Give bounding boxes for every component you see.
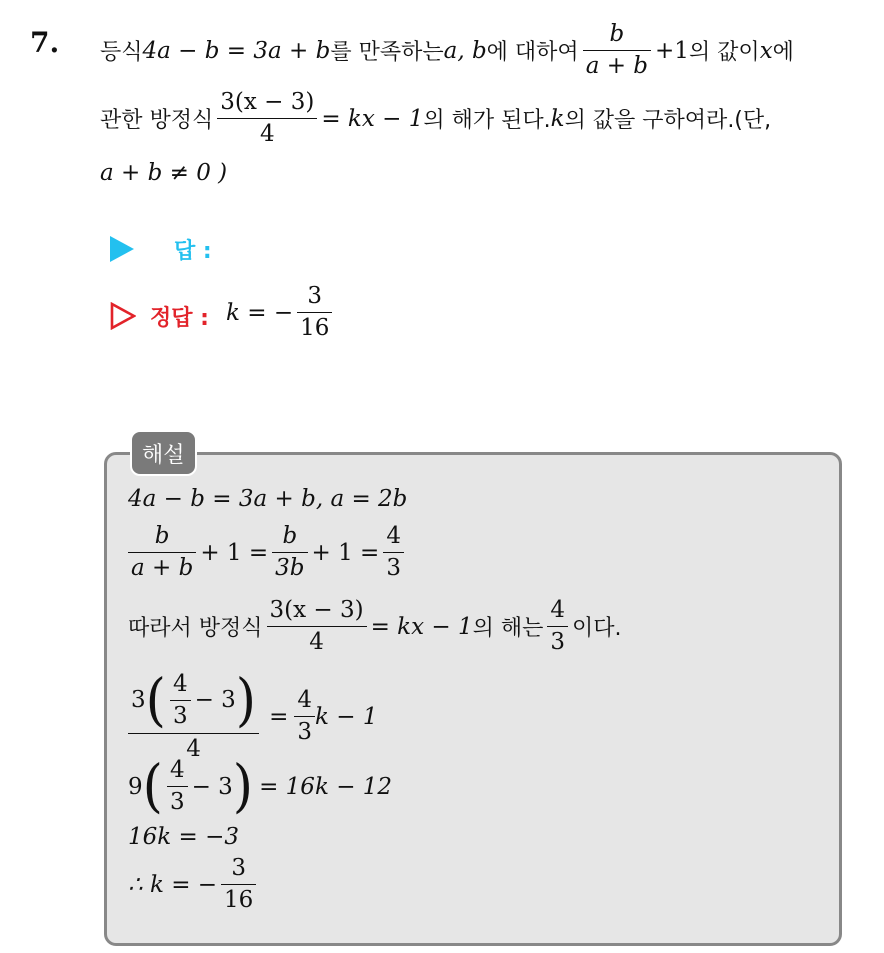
answer-label: 답 : (174, 239, 212, 264)
denominator: 3 (386, 555, 401, 582)
solution-text: 따라서 방정식 (128, 616, 263, 642)
denominator: 3 (297, 719, 313, 746)
numerator: 4 (297, 687, 313, 714)
numerator: 3 (307, 283, 323, 309)
operator: − 3 (191, 773, 233, 800)
denominator: 4 (186, 735, 201, 762)
problem-text: 에 대하여 (486, 40, 579, 66)
problem-text: 에 (772, 40, 794, 66)
problem-text: 의 해가 된다. (423, 108, 551, 134)
fraction (221, 856, 256, 914)
solution-line-4 (128, 667, 378, 762)
denominator: 4 (309, 629, 324, 656)
equation-rhs: = kx − 1 (370, 613, 473, 640)
denominator: 3 (169, 789, 185, 816)
numerator: 3 ( $\frac{4}{3}$ − 3 ) (131, 667, 257, 734)
equation-rhs: = kx − 1 (321, 105, 424, 132)
fraction (547, 598, 568, 656)
coefficient: 3 (131, 687, 146, 714)
fraction (267, 598, 367, 656)
denominator: 4 (259, 121, 275, 148)
term: k − 1 (315, 703, 378, 730)
problem-line-2 (100, 90, 771, 148)
fraction (217, 90, 317, 148)
numerator: 4 (169, 757, 185, 783)
fraction (167, 758, 188, 816)
solution-line-3 (128, 598, 622, 656)
solution-line-2 (128, 524, 408, 582)
denominator: a + b (585, 53, 649, 80)
operator: = (269, 703, 289, 730)
numerator: 4 (172, 671, 188, 697)
fraction (128, 524, 196, 582)
equation: 4a − b = 3a + b (142, 37, 331, 64)
denominator: a + b (131, 555, 194, 582)
fraction (170, 672, 191, 730)
solution-line-7 (128, 856, 260, 914)
solution-line-1: 4a − b = 3a + b, a = 2b (128, 486, 408, 512)
variable-k: k (550, 105, 565, 132)
outline-arrow-icon (110, 302, 136, 330)
solution-text: 의 해는 (472, 616, 544, 642)
operator: + 1 = (200, 539, 269, 566)
denominator: 16 (224, 887, 254, 914)
numerator: 3 (231, 855, 246, 881)
fraction (383, 524, 404, 582)
denominator: 3 (172, 703, 188, 730)
denominator: 16 (300, 315, 330, 342)
fraction (294, 688, 315, 746)
variable-x: x (759, 37, 773, 64)
problem-text: 의 값이 (688, 40, 760, 66)
fraction (583, 22, 651, 80)
plus-term: +1 (655, 37, 689, 64)
coefficient: 9 (128, 773, 143, 800)
solution-line-6: 16k = −3 (128, 824, 240, 850)
problem-line-1 (100, 22, 794, 80)
denominator: 3b (275, 555, 305, 582)
problem-condition: a + b ≠ 0 ) (100, 160, 228, 186)
numerator: 4 (550, 597, 566, 623)
big-fraction (128, 667, 259, 762)
correct-lhs: k = − (226, 299, 294, 326)
problem-text: 의 값을 구하여라.(단, (564, 108, 772, 134)
play-arrow-icon (110, 236, 134, 262)
numerator: b (154, 523, 170, 549)
solution-line-5: 9 ( $\frac{4}{3}$ − 3 ) = 16k − 12 (128, 753, 393, 820)
problem-number: 7. (30, 26, 60, 59)
numerator: 4 (386, 523, 401, 549)
fraction (297, 284, 332, 342)
numerator: 3(x − 3) (220, 89, 315, 115)
problem-text: 관한 방정식 (100, 108, 214, 134)
correct-answer-value (226, 284, 336, 342)
solution-tag: 해설 (130, 430, 197, 476)
numerator: b (609, 21, 625, 47)
conclusion-lhs: ∴ k = − (128, 871, 218, 898)
variables: a, b (443, 37, 487, 64)
denominator: 3 (550, 629, 566, 656)
solution-text: 이다. (572, 616, 622, 642)
correct-answer-label: 정답 : (150, 306, 209, 331)
fraction (272, 524, 307, 582)
numerator: b (282, 523, 298, 549)
problem-text: 등식 (100, 40, 143, 66)
problem-text: 를 만족하는 (330, 40, 444, 66)
operator: + 1 = (311, 539, 380, 566)
operator: − 3 (194, 687, 236, 714)
term: = 16k − 12 (259, 773, 393, 800)
numerator: 3(x − 3) (269, 597, 364, 623)
